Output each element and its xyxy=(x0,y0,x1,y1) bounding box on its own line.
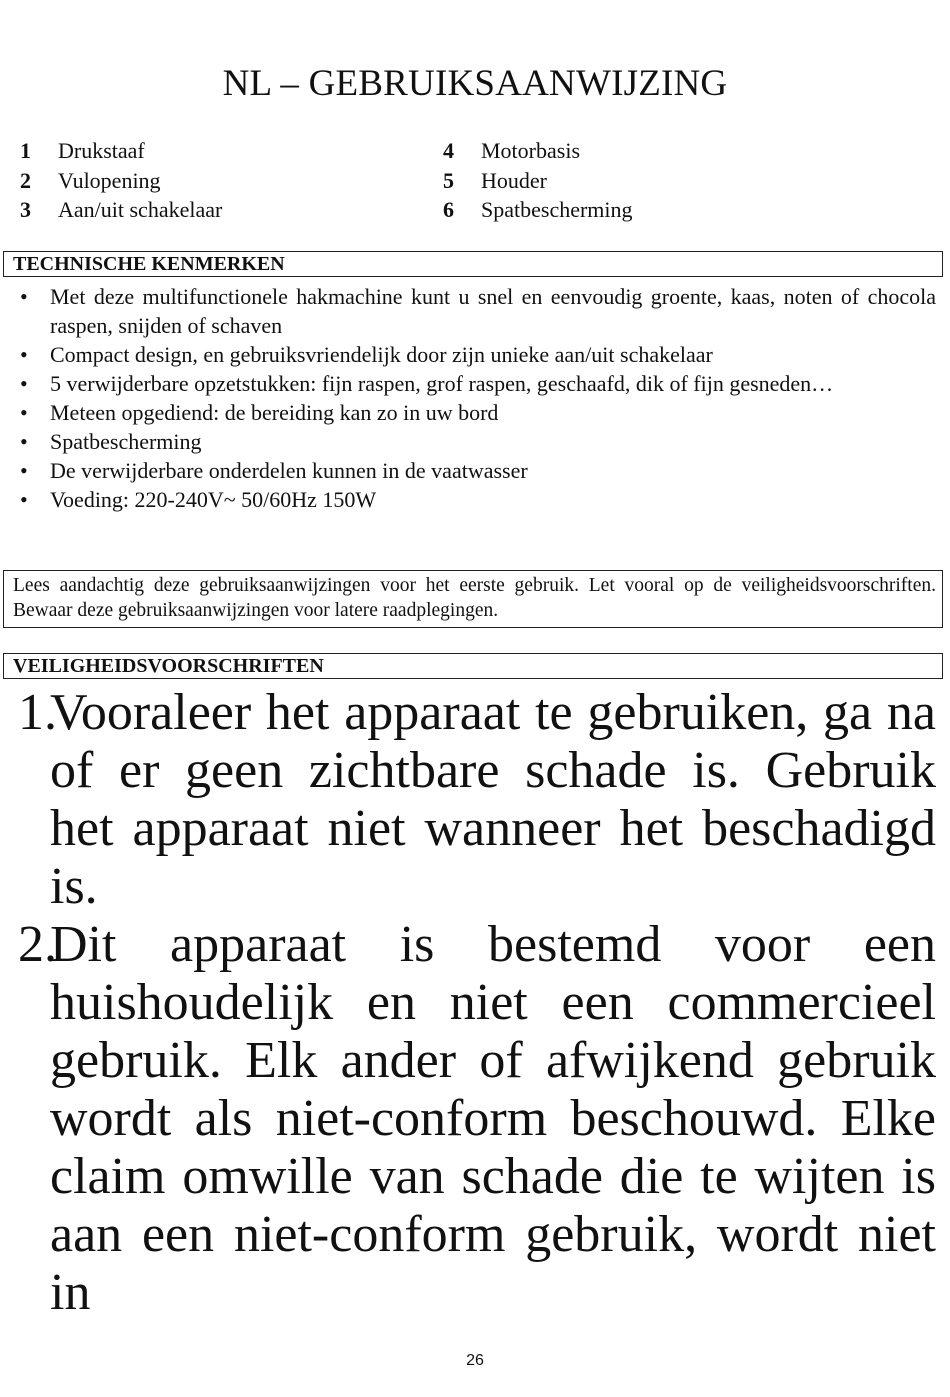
part-number: 6 xyxy=(443,197,454,222)
rule-number: 2. xyxy=(18,916,57,973)
part-label: Aan/uit schakelaar xyxy=(58,197,223,222)
part-label: Drukstaaf xyxy=(58,138,145,163)
safety-heading: VEILIGHEIDSVOORSCHRIFTEN xyxy=(3,653,943,679)
part-number: 4 xyxy=(443,138,454,163)
part-number: 1 xyxy=(20,138,31,163)
page-title: NL – GEBRUIKSAANWIJZING xyxy=(222,63,728,104)
page-number: 26 xyxy=(466,1352,484,1369)
part-item xyxy=(443,166,633,196)
list-item: • Meteen opgediend: de bereiding kan zo in uw bord xyxy=(18,398,936,427)
read-instructions-notice: Lees aandachtig deze gebruiksaanwijzingen voor het eerste gebruik. Let vooral op de veiligheidsvoorschriften. Bewaar deze gebruiksaanwijzingen voor latere raadplegingen. xyxy=(3,570,943,628)
part-number: 3 xyxy=(20,197,31,222)
part-number: 2 xyxy=(20,167,31,193)
list-item: • Spatbescherming xyxy=(18,427,936,456)
list-item: • Voeding: 220-240V~ 50/60Hz 150W xyxy=(18,485,936,514)
parts-list-left xyxy=(20,136,222,225)
part-item xyxy=(443,195,633,225)
technical-features-list xyxy=(18,282,936,514)
parts-list-right xyxy=(443,136,633,225)
rule-text: Vooraleer het apparaat te gebruiken, ga na of er geen zichtbare schade is. Gebruik het apparaat niet wanneer het beschadigd is. xyxy=(50,684,936,915)
list-item: • Compact design, en gebruiksvriendelijk door zijn unieke aan/uit schakelaar xyxy=(18,340,936,369)
part-label: Vulopening xyxy=(58,167,161,193)
part-label: Motorbasis xyxy=(481,138,580,163)
list-item xyxy=(18,684,936,916)
rule-text: Dit apparaat is bestemd voor een huishoudelijk en niet een commercieel gebruik. Elk ander of afwijkend gebruik wordt als niet-conform beschouwd. Elke claim omwille van schade die te wijten is aan een niet-conform gebruik, wordt niet in xyxy=(50,916,936,1321)
rule-number: 1. xyxy=(18,684,57,741)
safety-rules-list xyxy=(18,684,936,1322)
list-item: • 5 verwijderbare opzetstukken: fijn raspen, grof raspen, geschaafd, dik of fijn gesneden… xyxy=(18,369,936,398)
list-item: • De verwijderbare onderdelen kunnen in de vaatwasser xyxy=(18,456,936,485)
part-item xyxy=(443,136,633,166)
part-number: 5 xyxy=(443,167,454,193)
part-item xyxy=(20,195,222,225)
list-item xyxy=(18,916,936,1322)
technical-heading: TECHNISCHE KENMERKEN xyxy=(3,251,943,277)
part-label: Spatbescherming xyxy=(481,197,633,222)
part-item xyxy=(20,166,222,196)
list-item: • Met deze multifunctionele hakmachine kunt u snel en eenvoudig groente, kaas, noten of chocola raspen, snijden of schaven xyxy=(18,282,936,340)
part-item xyxy=(20,136,222,166)
part-label: Houder xyxy=(481,167,547,193)
